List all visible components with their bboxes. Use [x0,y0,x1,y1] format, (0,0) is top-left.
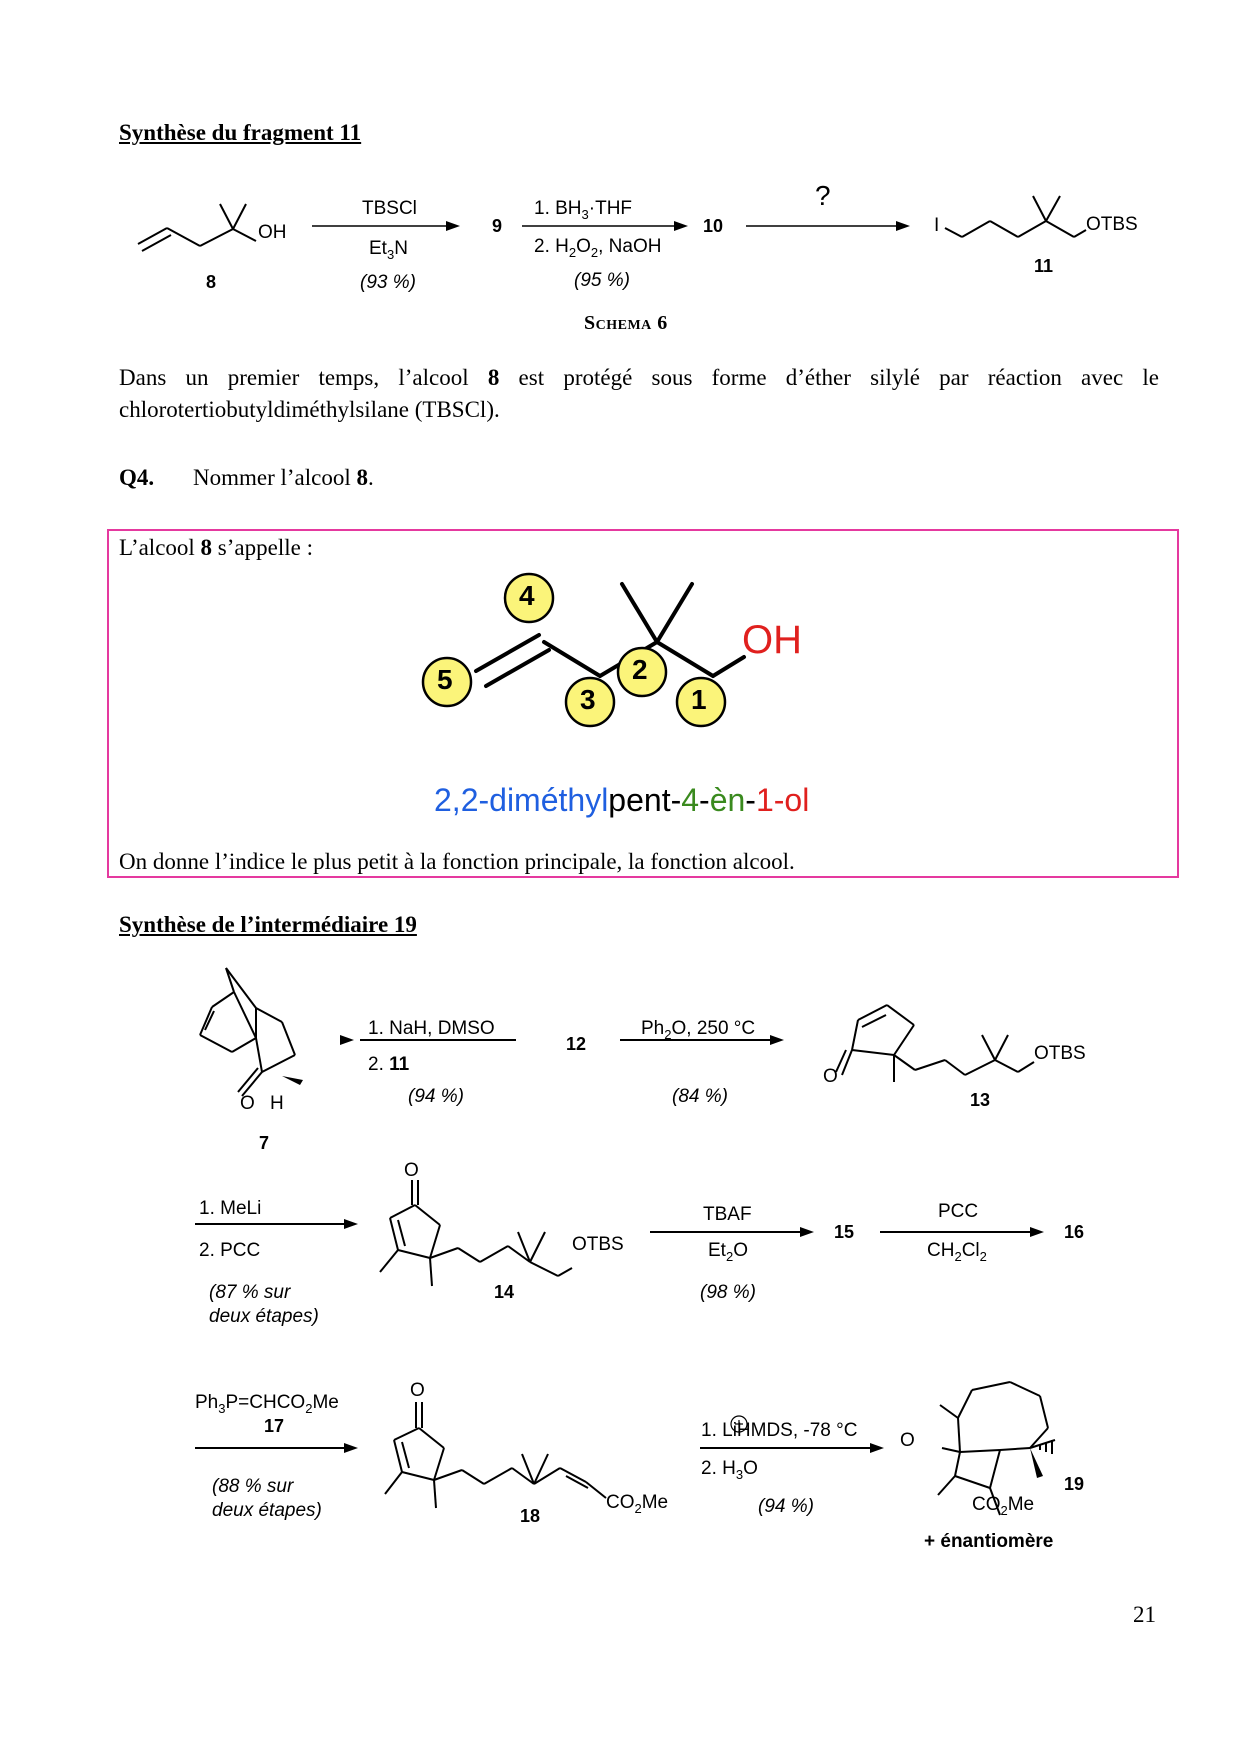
reagent-tbaf: TBAF [703,1204,752,1225]
name-part-substituents: 2,2-diméthyl [434,782,609,818]
name-part-alkene-suffix: èn [709,782,746,818]
compound-8-label: 8 [206,272,217,292]
compound-19-ester: $CO_2Me$ [972,1494,1035,1518]
reagent-h2o2-naoh: 2. $H_2O_2$, NaOH [534,236,662,260]
reagent-ph2o-heat: $Ph_2O$, 250 °C [641,1018,756,1042]
section-title-intermediate-19: Synthèse de l’intermédiaire 19 [119,912,417,937]
compound-7-hydrogen: H [270,1093,284,1114]
question-4-text: Nommer l’alcool 8. [193,465,374,490]
yield-step-18-line-1: (88 % sur [212,1476,294,1497]
compound-14-label: 14 [494,1282,515,1302]
compound-11-otbs: OTBS [1086,214,1138,235]
compound-11-label: 11 [1034,256,1054,276]
yield-step-15: (98 %) [700,1282,756,1303]
compound-13-oxygen: O [823,1066,838,1087]
answer-intro: L’alcool 8 s’appelle : [119,535,313,560]
reagent-pcc-1: 2. PCC [199,1240,261,1261]
reagent-et2o: $Et_2O$ [708,1240,748,1264]
iupac-name: 2,2-diméthylpent-4-èn-1-ol [434,782,810,818]
unknown-reagent: ? [815,180,831,211]
compound-9-label: 9 [492,216,503,236]
locant-4: 4 [519,580,535,611]
reagent-meli: 1. MeLi [199,1198,262,1219]
reagent-ch2cl2: $CH_2Cl_2$ [927,1240,987,1264]
section-title-fragment-11: Synthèse du fragment 11 [119,120,362,145]
yield-step-14-line-2: deux étapes) [209,1306,319,1327]
answer-note: On donne l’indice le plus petit à la fonction principale, la fonction alcool. [119,849,795,874]
reagent-17-label: 17 [264,1416,285,1436]
compound-13-structure [836,1005,1034,1082]
enantiomer-note: + énantiomère [924,1531,1054,1552]
reagent-tbscl: TBSCl [362,198,417,219]
compound-14-otbs: OTBS [572,1234,624,1255]
compound-10-label: 10 [703,216,724,236]
locant-5: 5 [437,664,453,695]
compound-13-label: 13 [970,1090,991,1110]
compound-7-structure [200,968,295,1096]
hydroxyl-group: OH [742,618,802,662]
compound-14-oxygen: O [404,1160,419,1181]
yield-step-19: (94 %) [758,1496,814,1517]
page-number: 21 [1133,1602,1156,1627]
locant-2: 2 [632,654,648,685]
compound-18-label: 18 [520,1506,541,1526]
reagent-et3n: $Et_3N$ [369,238,408,262]
compound-11-iodo: I [934,215,940,236]
compound-12-label: 12 [566,1034,587,1054]
name-part-alcohol-suffix: -ol [773,782,810,818]
yield-step-14-line-1: (87 % sur [209,1282,291,1303]
compound-7-label: 7 [259,1133,270,1153]
compound-18-structure [385,1402,606,1508]
reagent-wittig: $Ph_3P=CHCO_2Me$ [195,1392,339,1416]
compound-13-otbs: OTBS [1034,1043,1086,1064]
yield-step-13: (84 %) [672,1086,728,1107]
compound-15-label: 15 [834,1222,855,1242]
yield-step-18-line-2: deux étapes) [212,1500,322,1521]
reagent-h3o: 2. $H_3O$ [701,1458,758,1482]
name-part-chain: pent [608,782,671,818]
compound-8-oh: OH [258,222,287,243]
yield-step-2: (95 %) [574,270,630,291]
compound-19-oxygen: O [900,1430,915,1451]
name-part-alcohol-locant: 1 [755,782,774,818]
compound-18-ester: $CO_2Me$ [606,1492,669,1516]
reagent-nah-dmso: 1. NaH, DMSO [368,1018,495,1039]
compound-18-oxygen: O [410,1380,425,1401]
compound-14-structure [380,1180,572,1286]
scheme-6-caption: Schema 6 [584,312,668,334]
compound-7-oxygen: O [240,1093,255,1114]
reagent-step-2: 2. 11 [368,1054,410,1075]
locant-1: 1 [691,684,707,715]
compound-16-label: 16 [1064,1222,1085,1242]
yield-step-1: (93 %) [360,272,416,293]
reagent-lihmds: 1. LiHMDS, -78 °C [701,1420,858,1441]
reagent-bh3-thf: 1. $BH_3\cdot THF$ [534,198,633,222]
name-part-alkene-locant: 4 [681,782,700,818]
yield-step-12: (94 %) [408,1086,464,1107]
question-4-number: Q4. [119,465,155,490]
reagent-pcc-2: PCC [938,1201,979,1222]
locant-3: 3 [580,684,596,715]
compound-19-label: 19 [1064,1474,1085,1494]
intro-paragraph: Dans un premier temps, l’alcool 8 est protégé sous forme d’éther silylé par réaction avec le chlorotertiobutyldiméthylsilane (TBSCl). [119,365,1159,422]
